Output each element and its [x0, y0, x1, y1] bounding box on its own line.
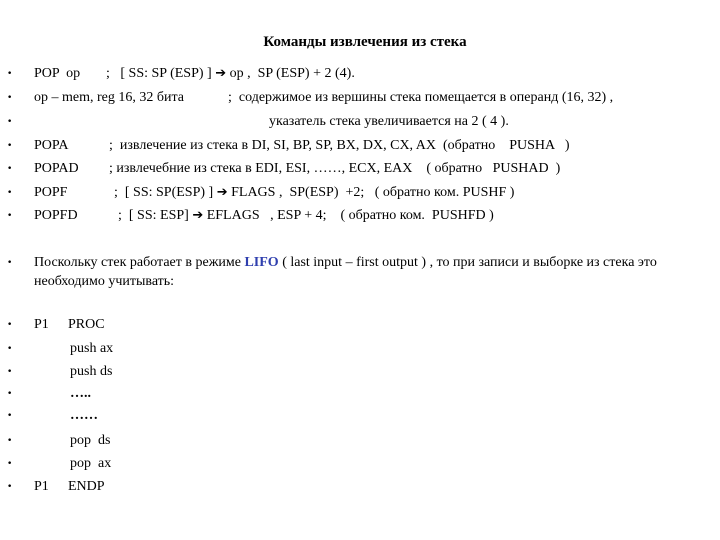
command-description: указатель стека увеличивается на 2 ( 4 ).: [269, 114, 509, 129]
bullet-icon: •: [7, 482, 13, 492]
bullet-icon: •: [7, 117, 13, 127]
code-line: [0, 406, 720, 426]
code-line: [0, 431, 720, 451]
arrow-right-icon: ➔: [216, 185, 228, 200]
lifo-term: LIFO: [244, 255, 279, 270]
command-name: POPAD: [34, 161, 79, 176]
bullet-icon: •: [7, 411, 13, 421]
code-text: ENDP: [68, 479, 105, 494]
list-item-popa: [0, 136, 720, 156]
bullet-icon: •: [7, 459, 13, 469]
command-name: POP op: [34, 66, 81, 81]
code-label: P1: [34, 317, 49, 332]
code-label: P1: [34, 479, 49, 494]
command-name: POPFD: [34, 208, 78, 223]
list-item-popad: [0, 159, 720, 179]
command-description: ; содержимое из вершины стека помещается в операнд (16, 32) ,: [228, 90, 614, 105]
bullet-icon: •: [7, 164, 13, 174]
page-title: Команды извлечения из стека: [263, 34, 467, 50]
list-item-popfd: [0, 206, 720, 226]
code-line: [0, 384, 720, 404]
code-line: [0, 315, 720, 335]
command-description: ; [ SS: ESP] ➔ EFLAGS , ESP + 4; ( обратно ком. PUSHFD ): [118, 206, 494, 226]
bullet-icon: •: [7, 93, 13, 103]
command-name: op – mem, reg 16, 32 бита: [34, 90, 184, 105]
list-item-lifo: [0, 253, 720, 293]
code-text: PROC: [68, 317, 105, 332]
arrow-right-icon: ➔: [215, 66, 227, 81]
code-line: [0, 339, 720, 359]
code-line: [0, 477, 720, 497]
bullet-icon: •: [7, 320, 13, 330]
command-description: ; извлечебние из стека в EDI, ESI, ……, ECX, EAX ( обратно PUSHAD ): [109, 161, 561, 176]
code-text: push ax: [70, 341, 114, 356]
code-line: [0, 454, 720, 474]
code-text: ……: [70, 408, 98, 423]
command-description: ; [ SS: SP (ESP) ] ➔ op , SP (ESP) + 2 (4).: [106, 64, 355, 84]
bullet-icon: •: [7, 211, 13, 221]
list-item-pointer: [0, 112, 720, 132]
bullet-icon: •: [7, 367, 13, 377]
code-text: …..: [70, 386, 91, 401]
code-text: pop ds: [70, 433, 111, 448]
bullet-icon: •: [7, 436, 13, 446]
bullet-icon: •: [7, 141, 13, 151]
code-text: pop ax: [70, 456, 112, 471]
list-item-popf: [0, 183, 720, 203]
bullet-icon: •: [7, 69, 13, 79]
command-name: POPF: [34, 185, 68, 200]
list-item-pop: [0, 64, 720, 84]
command-description: ; извлечение из стека в DI, SI, BP, SP, BX, DX, CX, AX (обратно PUSHA ): [109, 138, 570, 153]
arrow-right-icon: ➔: [192, 208, 204, 223]
code-line: [0, 362, 720, 382]
bullet-icon: •: [7, 188, 13, 198]
command-name: POPA: [34, 138, 69, 153]
code-text: push ds: [70, 364, 113, 379]
command-description: ; [ SS: SP(ESP) ] ➔ FLAGS , SP(ESP) +2; ( обратно ком. PUSHF ): [114, 183, 514, 203]
bullet-icon: •: [7, 344, 13, 354]
bullet-icon: •: [7, 258, 13, 268]
bullet-icon: •: [7, 389, 13, 399]
list-item-operand: [0, 88, 720, 108]
lifo-paragraph: Поскольку стек работает в режиме LIFO ( last input – first output ) , то при записи и выборке из стека это необходимо учитывать:: [34, 255, 657, 289]
